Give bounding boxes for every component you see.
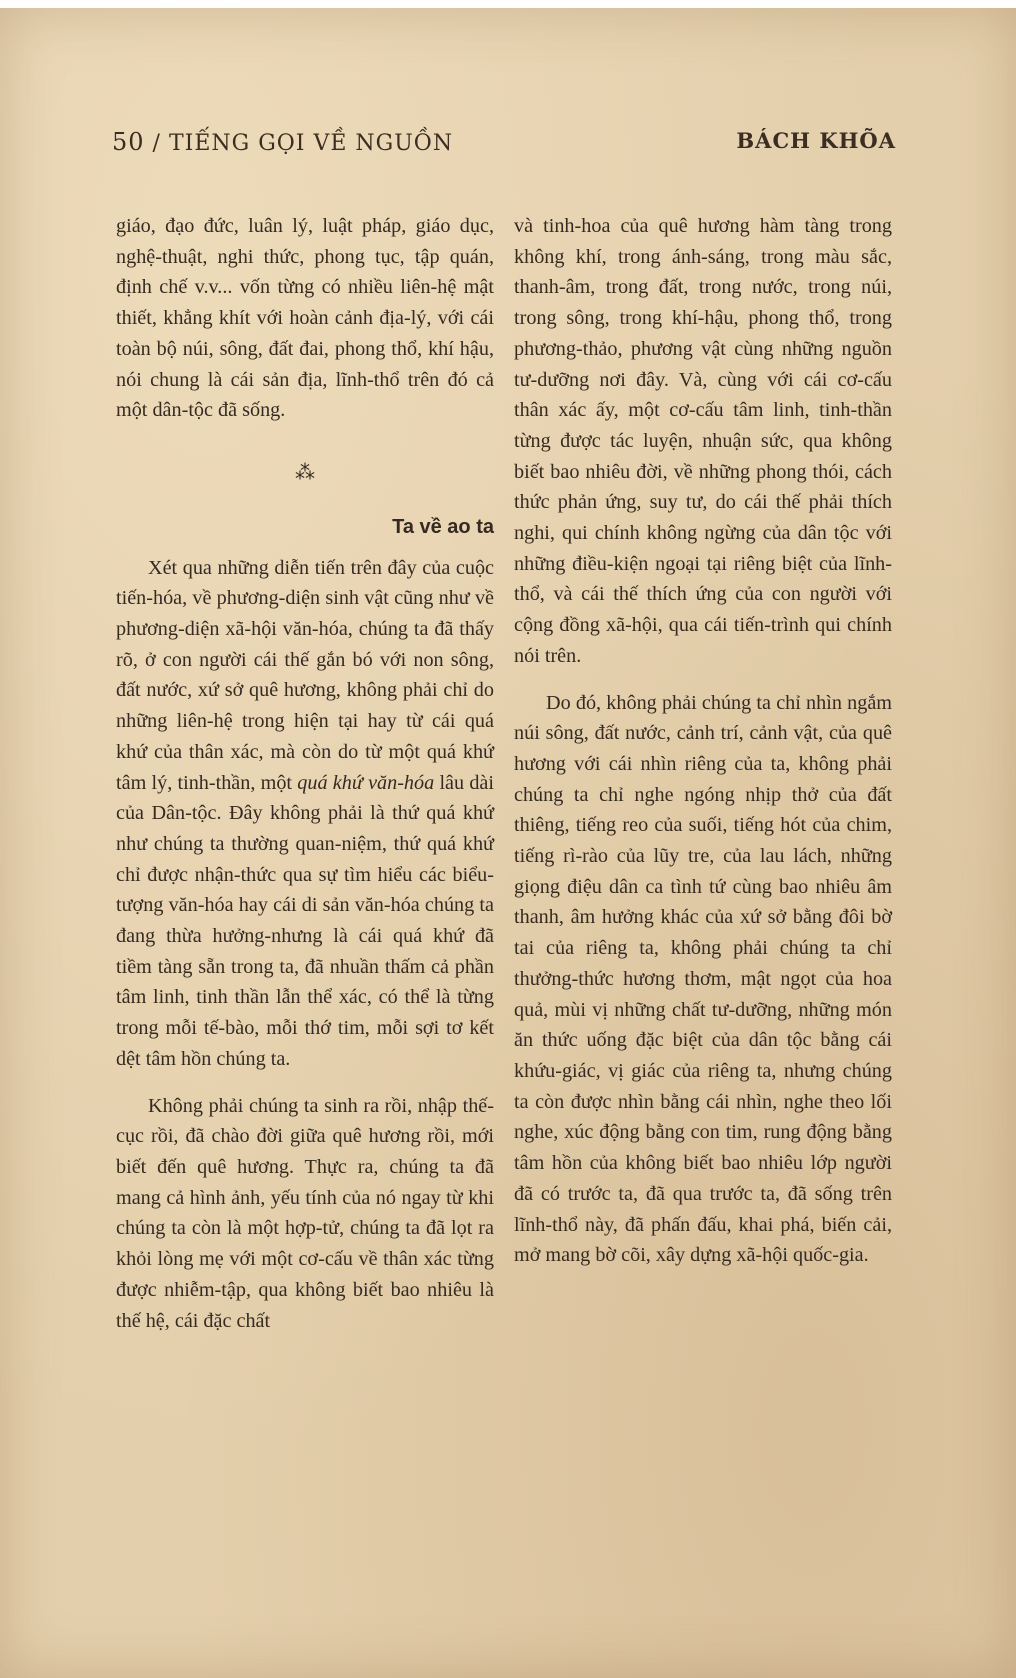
- paragraph: [116, 553, 494, 1075]
- running-head: [112, 128, 453, 156]
- emphasis-text: quá khứ văn-hóa: [297, 771, 435, 794]
- section-title: Ta về ao ta: [392, 515, 494, 538]
- scanned-page: [0, 8, 1016, 1678]
- paragraph-text: lâu dài của Dân-tộc. Đây không phải là thứ quá khứ như chúng ta thường quan-niệm, thứ quá khứ chỉ được nhận-thức qua sự tìm hiểu các biểu-tượng văn-hóa hay cái di sản văn-hóa chúng ta đang thừa hưởng-nhưng là cái quá khứ đã tiềm tàng sẵn trong ta, đã nhuần thấm cả phần tâm linh, tinh thần lẫn thể xác, có thể là từng trong mỗi tế-bào, mỗi thớ tim, mỗi sợi tơ kết dệt tâm hồn chúng ta.: [116, 771, 494, 1070]
- right-column: [514, 211, 892, 1271]
- page-header: [112, 128, 896, 168]
- paragraph-continued: giáo, đạo đức, luân lý, luật pháp, giáo dục, nghệ-thuật, nghi thức, phong tục, tập quán, định chế v.v... vốn từng có nhiều liên-hệ mật thiết, khẳng khít với hoàn cảnh địa-lý, với cái toàn bộ núi, sông, đất đai, phong thổ, khí hậu, nói chung là cái sản địa, lĩnh-thổ trên đó cả một dân-tộc đã sống.: [116, 215, 494, 422]
- paragraph: Do đó, không phải chúng ta chỉ nhìn ngắm núi sông, đất nước, cảnh trí, cảnh vật, của quê hương với cái nhìn riêng của ta, không phải chúng ta chỉ nghe ngóng nhịp thở của đất thiêng, tiếng reo của suối, tiếng hót của chim, tiếng rì-rào của lũy tre, của lau lách, những giọng điệu dân ca tình tứ cùng bao nhiêu âm thanh, âm hưởng khác của xứ sở bằng đôi bờ tai của riêng ta, không phải chúng ta chỉ thưởng-thức hương thơm, mật ngọt của hoa quả, mùi vị những chất tư-dưỡng, những món ăn thức uống đặc biệt của dân tộc bằng cái khứu-giác, vị giác của riêng ta, nhưng chúng ta còn được nhìn bằng cái nhìn, nghe theo lối nghe, xúc động bằng con tim, rung động bằng tâm hồn của không biết bao nhiêu lớp người đã có trước ta, đã qua trước ta, đã sống trên lĩnh-thổ này, đã phấn đấu, khai phá, biến cải, mở mang bờ cõi, xây dựng xã-hội quốc-gia.: [514, 691, 892, 1267]
- running-title: TIẾNG GỌI VỀ NGUỒN: [168, 131, 454, 156]
- paragraph-continued: và tinh-hoa của quê hương hàm tàng trong không khí, trong ánh-sáng, trong màu sắc, thanh-âm, trong đất, trong nước, trong núi, trong sông, trong khí-hậu, phong thổ, trong phương-thảo, phương vật cùng những nguồn tư-dưỡng nơi đây. Và, cùng với cái cơ-cấu thân xác ấy, một cơ-cấu tâm linh, tinh-thần từng được tác luyện, nhuận sức, qua không biết bao nhiêu đời, về những phong thói, cách thức phản ứng, suy tư, do cái thế phải thích nghi, qui chính không ngừng của dân tộc với những điều-kiện ngoại tại riêng biệt của lĩnh-thổ, và cái thế thích ứng của con người với cộng đồng xã-hội, qua cái tiến-trình qui chính nói trên.: [514, 215, 892, 667]
- section-ornament: ⁂: [295, 461, 315, 484]
- page-number: 50: [112, 128, 145, 156]
- paragraph: Không phải chúng ta sinh ra rồi, nhập thế-cục rồi, đã chào đời giữa quê hương rồi, mới biết đến quê hương. Thực ra, chúng ta đã mang cả hình ảnh, yếu tính của nó ngay từ khi chúng ta còn là một hợp-tử, chúng ta đã lọt ra khỏi lòng mẹ với một cơ-cấu về thân xác từng được nhiễm-tập, qua không biết bao nhiêu là thế hệ, cái đặc chất: [116, 1094, 494, 1332]
- header-separator: /: [144, 131, 169, 156]
- left-column: [116, 211, 494, 1336]
- paragraph-text: Xét qua những diễn tiến trên đây của cuộc tiến-hóa, về phương-diện sinh vật cũng như về phương-diện xã-hội văn-hóa, chúng ta đã thấy rõ, ở con người cái thế gắn bó với non sông, đất nước, xứ sở quê hương, không phải chỉ do những liên-hệ trong hiện tại hay từ cái quá khứ của thân xác, mà còn do từ một quá khứ tâm lý, tinh-thần, một: [116, 556, 494, 794]
- magazine-name: BÁCH KHÕA: [736, 128, 896, 153]
